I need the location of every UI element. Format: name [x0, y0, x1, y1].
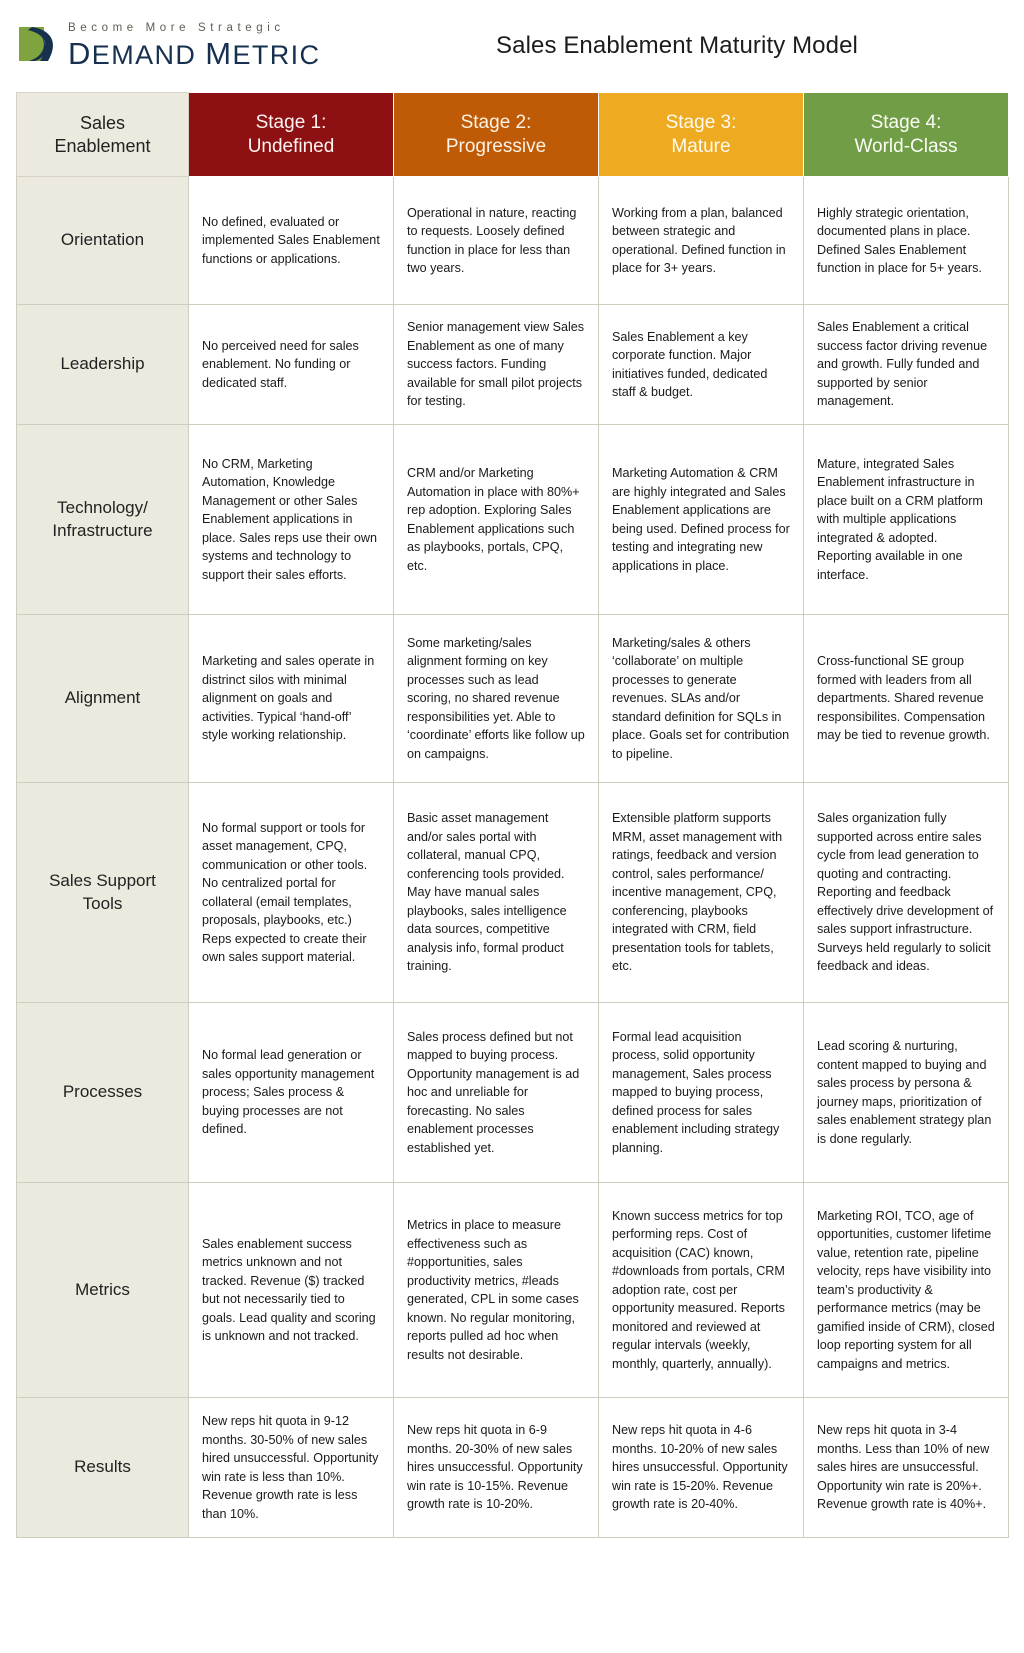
cell-processes-stage2: Sales process defined but not mapped to buying process. Opportunity management is ad hoc and unreliable for forecasting. No sales enablement processes established yet.: [394, 1003, 599, 1183]
row-label-results: Results: [17, 1398, 189, 1538]
row-label-alignment: Alignment: [17, 615, 189, 783]
cell-alignment-stage3: Marketing/sales & others ‘collaborate’ on multiple processes to generate revenues. SLAs and/or standard definition for SQLs in place. Goals set for contribution to pipeline.: [599, 615, 804, 783]
cell-technology-stage4: Mature, integrated Sales Enablement infrastructure in place built on a CRM platform with multiple applications integrated & adopted. Reporting available in one interface.: [804, 425, 1009, 615]
cell-metrics-stage4: Marketing ROI, TCO, age of opportunities, customer lifetime value, retention rate, pipeline velocity, reps have visibility into team’s productivity & performance metrics (may be gamified inside of CRM), closed loop reporting system for all campaigns and metrics.: [804, 1183, 1009, 1398]
cell-leadership-stage2: Senior management view Sales Enablement as one of many success factors. Funding available for small pilot projects for testing.: [394, 305, 599, 425]
row-label-orientation: Orientation: [17, 177, 189, 305]
maturity-matrix-container: [0, 92, 1024, 1538]
cell-results-stage2: New reps hit quota in 6-9 months. 20-30% of new sales hires unsuccessful. Opportunity win rate is 10-15%. Revenue growth rate is 10-20%.: [394, 1398, 599, 1538]
corner-label-line2: Enablement: [54, 135, 151, 156]
cell-tools-stage2: Basic asset management and/or sales portal with collateral, manual CPQ, conferencing tools provided. May have manual sales playbooks, sales intelligence data sources, competitive analysis info, formal product training.: [394, 783, 599, 1003]
page-title-text: Sales Enablement Maturity Model: [496, 32, 858, 59]
brand-logo: [18, 23, 320, 69]
stage-1-number: Stage 1:: [255, 112, 327, 134]
cell-alignment-stage4: Cross-functional SE group formed with leaders from all departments. Shared revenue responsibilites. Compensation may be tied to revenue growth.: [804, 615, 1009, 783]
matrix-header: [17, 93, 1009, 177]
demand-metric-logo-icon: [18, 25, 60, 67]
stage-4-number: Stage 4:: [870, 112, 942, 134]
cell-orientation-stage1: No defined, evaluated or implemented Sales Enablement functions or applications.: [189, 177, 394, 305]
stage-header-3: [599, 93, 804, 177]
maturity-matrix-table: [16, 92, 1009, 1538]
row-label-tools-line2: Tools: [82, 893, 123, 913]
cell-orientation-stage3: Working from a plan, balanced between strategic and operational. Defined function in place for 3+ years.: [599, 177, 804, 305]
brand-name-emand: EMAND: [91, 39, 197, 70]
stage-header-1: [189, 93, 394, 177]
cell-tools-stage3: Extensible platform supports MRM, asset management with ratings, feedback and version control, sales performance/ incentive management, CPQ, conferencing, playbooks integrated with CRM, field presentation tools for tablets, etc.: [599, 783, 804, 1003]
cell-orientation-stage2: Operational in nature, reacting to requests. Loosely defined function in place for less than two years.: [394, 177, 599, 305]
cell-results-stage1: New reps hit quota in 9-12 months. 30-50% of new sales hired unsuccessful. Opportunity win rate is less than 10%. Revenue growth rate is less than 10%.: [189, 1398, 394, 1538]
stage-3-name: Mature: [671, 135, 731, 157]
table-row: [17, 783, 1009, 1003]
cell-alignment-stage1: Marketing and sales operate in distrinct silos with minimal alignment on goals and activities. Typical ‘hand-off’ style working relationship.: [189, 615, 394, 783]
row-label-tools-line1: Sales Support: [49, 871, 156, 891]
cell-metrics-stage3: Known success metrics for top performing reps. Cost of acquisition (CAC) known, #downloads from portals, CRM adoption rate, cost per opportunity measured. Reports monitored and reviewed at regular intervals (weekly, monthly, quarterly, annually).: [599, 1183, 804, 1398]
cell-technology-stage1: No CRM, Marketing Automation, Knowledge Management or other Sales Enablement applications in place. Sales reps use their own systems and technology to support their sales efforts.: [189, 425, 394, 615]
cell-results-stage4: New reps hit quota in 3-4 months. Less than 10% of new sales hires are unsuccessful. Opportunity win rate is 20%+. Revenue growth rate is 40%+.: [804, 1398, 1009, 1538]
row-label-leadership: Leadership: [17, 305, 189, 425]
stage-3-number: Stage 3:: [665, 112, 737, 134]
cell-processes-stage4: Lead scoring & nurturing, content mapped to buying and sales process by persona & journey maps, prioritization of sales enablement strategy plan is done regularly.: [804, 1003, 1009, 1183]
cell-metrics-stage2: Metrics in place to measure effectiveness such as #opportunities, sales productivity metrics, #leads generated, CPL in some cases known. No regular monitoring, reports pulled ad hoc when results not desirable.: [394, 1183, 599, 1398]
cell-orientation-stage4: Highly strategic orientation, documented plans in place. Defined Sales Enablement function in place for 5+ years.: [804, 177, 1009, 305]
stage-header-2: [394, 93, 599, 177]
brand-tagline: Become More Strategic: [68, 22, 285, 35]
stage-2-name: Progressive: [445, 135, 547, 157]
row-label-technology-line1: Technology/: [57, 498, 148, 518]
cell-leadership-stage3: Sales Enablement a key corporate function. Major initiatives funded, dedicated staff & budget.: [599, 305, 804, 425]
table-row: [17, 1003, 1009, 1183]
matrix-corner-cell: [17, 93, 189, 177]
cell-leadership-stage1: No perceived need for sales enablement. No funding or dedicated staff.: [189, 305, 394, 425]
row-label-sales-support-tools: [17, 783, 189, 1003]
cell-technology-stage3: Marketing Automation & CRM are highly integrated and Sales Enablement applications are being used. Defined process for testing and integrating new applications in place.: [599, 425, 804, 615]
row-label-metrics: Metrics: [17, 1183, 189, 1398]
cell-results-stage3: New reps hit quota in 4-6 months. 10-20% of new sales hires unsuccessful. Opportunity win rate is 15-20%. Revenue growth rate is 20-40%.: [599, 1398, 804, 1538]
cell-tools-stage4: Sales organization fully supported across entire sales cycle from lead generation to quoting and contracting. Reporting and feedback effectively drive development of sales support infrastructure. Surveys held regularly to solicit feedback and ideas.: [804, 783, 1009, 1003]
corner-label-line1: Sales: [79, 113, 126, 134]
table-row: [17, 1398, 1009, 1538]
brand-name: [68, 35, 321, 71]
cell-processes-stage1: No formal lead generation or sales opportunity management process; Sales process & buying processes are not defined.: [189, 1003, 394, 1183]
cell-metrics-stage1: Sales enablement success metrics unknown and not tracked. Revenue ($) tracked but not necessarily tied to goals. Lead quality and scoring is unknown and not tracked.: [189, 1183, 394, 1398]
cell-technology-stage2: CRM and/or Marketing Automation in place with 80%+ rep adoption. Exploring Sales Enablement applications such as playbooks, portals, CPQ, etc.: [394, 425, 599, 615]
cell-alignment-stage2: Some marketing/sales alignment forming on key processes such as lead scoring, no shared revenue responsibilities yet. Able to ‘coordinate’ efforts like follow up on campaigns.: [394, 615, 599, 783]
matrix-header-row: [17, 93, 1009, 177]
cell-tools-stage1: No formal support or tools for asset management, CPQ, communication or other tools. No centralized portal for collateral (email templates, proposals, playbooks, etc.) Reps expected to create their own sales support material.: [189, 783, 394, 1003]
table-row: [17, 305, 1009, 425]
stage-4-name: World-Class: [854, 135, 958, 157]
table-row: [17, 425, 1009, 615]
brand-name-m: M: [205, 35, 233, 71]
stage-1-name: Undefined: [247, 135, 335, 157]
stage-2-number: Stage 2:: [460, 112, 532, 134]
table-row: [17, 615, 1009, 783]
stage-header-4: [804, 93, 1009, 177]
brand-name-etric: ETRIC: [232, 39, 321, 70]
row-label-technology: [17, 425, 189, 615]
table-row: [17, 1183, 1009, 1398]
row-label-processes: Processes: [17, 1003, 189, 1183]
matrix-body: [17, 177, 1009, 1538]
cell-processes-stage3: Formal lead acquisition process, solid opportunity management, Sales process mapped to buying process, defined process for sales enablement including strategy planning.: [599, 1003, 804, 1183]
cell-leadership-stage4: Sales Enablement a critical success factor driving revenue and growth. Fully funded and supported by senior management.: [804, 305, 1009, 425]
page-header: [0, 0, 1024, 92]
row-label-technology-line2: Infrastructure: [52, 520, 153, 540]
brand-name-d: D: [68, 35, 92, 71]
table-row: [17, 177, 1009, 305]
